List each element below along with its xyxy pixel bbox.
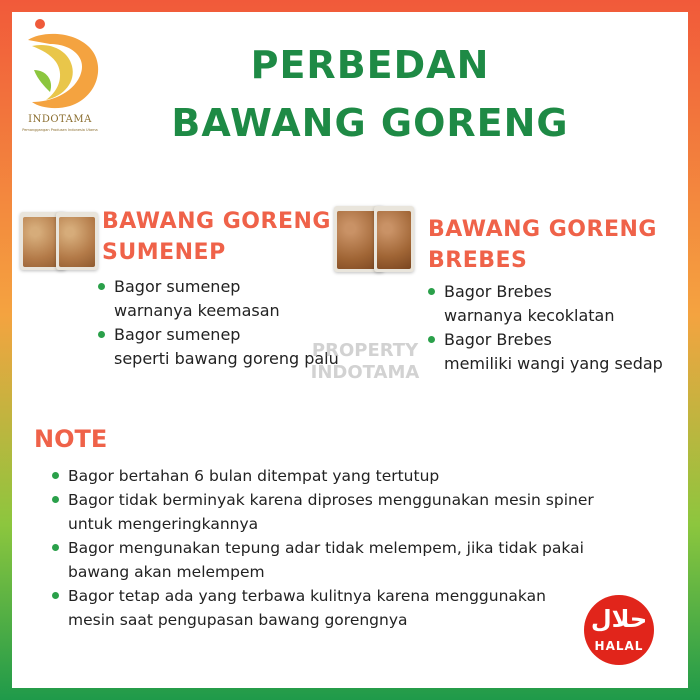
halal-text: HALAL (594, 639, 644, 653)
brebes-list (426, 280, 690, 376)
list-item: Bagor sumenep seperti bawang goreng palu (96, 323, 396, 371)
bullet-icon (52, 592, 59, 599)
brand-tagline: Pemanggangan Produsen Indonesia Utama (22, 128, 98, 132)
bullet-icon (428, 288, 435, 295)
list-item: Bagor tidak berminyak karena diproses menggunakan mesin spiner untuk mengeringkannya (50, 488, 670, 536)
fried-onion-bag-4 (377, 211, 411, 269)
note-heading: NOTE (34, 425, 108, 453)
title-line-2: BAWANG GORENG (171, 101, 569, 145)
sumenep-product-image-2 (56, 212, 98, 270)
sumenep-heading (102, 206, 331, 268)
title-line-1: PERBEDAN (250, 43, 490, 87)
list-item: Bagor Brebes memiliki wangi yang sedap (426, 328, 690, 376)
bullet-icon (52, 472, 59, 479)
halal-badge (584, 595, 654, 665)
list-item: Bagor sumenep warnanya keemasan (96, 275, 396, 323)
sumenep-heading-line2: SUMENEP (102, 240, 226, 265)
brebes-heading-line2: BREBES (428, 248, 528, 273)
list-item: Bagor tetap ada yang terbawa kulitnya karena menggunakan mesin saat pengupasan bawang gorengnya (50, 584, 670, 632)
halal-arabic-text: حلال (590, 605, 648, 633)
list-item: Bagor Brebes warnanya kecoklatan (426, 280, 690, 328)
bullet-icon (52, 496, 59, 503)
fried-onion-bag-2 (59, 217, 95, 267)
bullet-icon (52, 544, 59, 551)
list-item: Bagor mengunakan tepung adar tidak melempem, jika tidak pakai bawang akan melempem (50, 536, 670, 584)
page-title (120, 36, 620, 152)
note-list (50, 464, 670, 632)
bullet-icon (98, 331, 105, 338)
logo-mark-icon (10, 10, 110, 114)
brebes-heading (428, 214, 657, 276)
brand-logo (10, 10, 120, 130)
bullet-icon (98, 283, 105, 290)
brebes-heading-line1: BAWANG GORENG (428, 217, 657, 242)
list-item: Bagor bertahan 6 bulan ditempat yang tertutup (50, 464, 670, 488)
watermark: PROPERTY INDOTAMA (310, 340, 420, 383)
brand-name: INDOTAMA (28, 114, 92, 125)
sumenep-heading-line1: BAWANG GORENG (102, 209, 331, 234)
brebes-product-image-2 (374, 206, 414, 272)
